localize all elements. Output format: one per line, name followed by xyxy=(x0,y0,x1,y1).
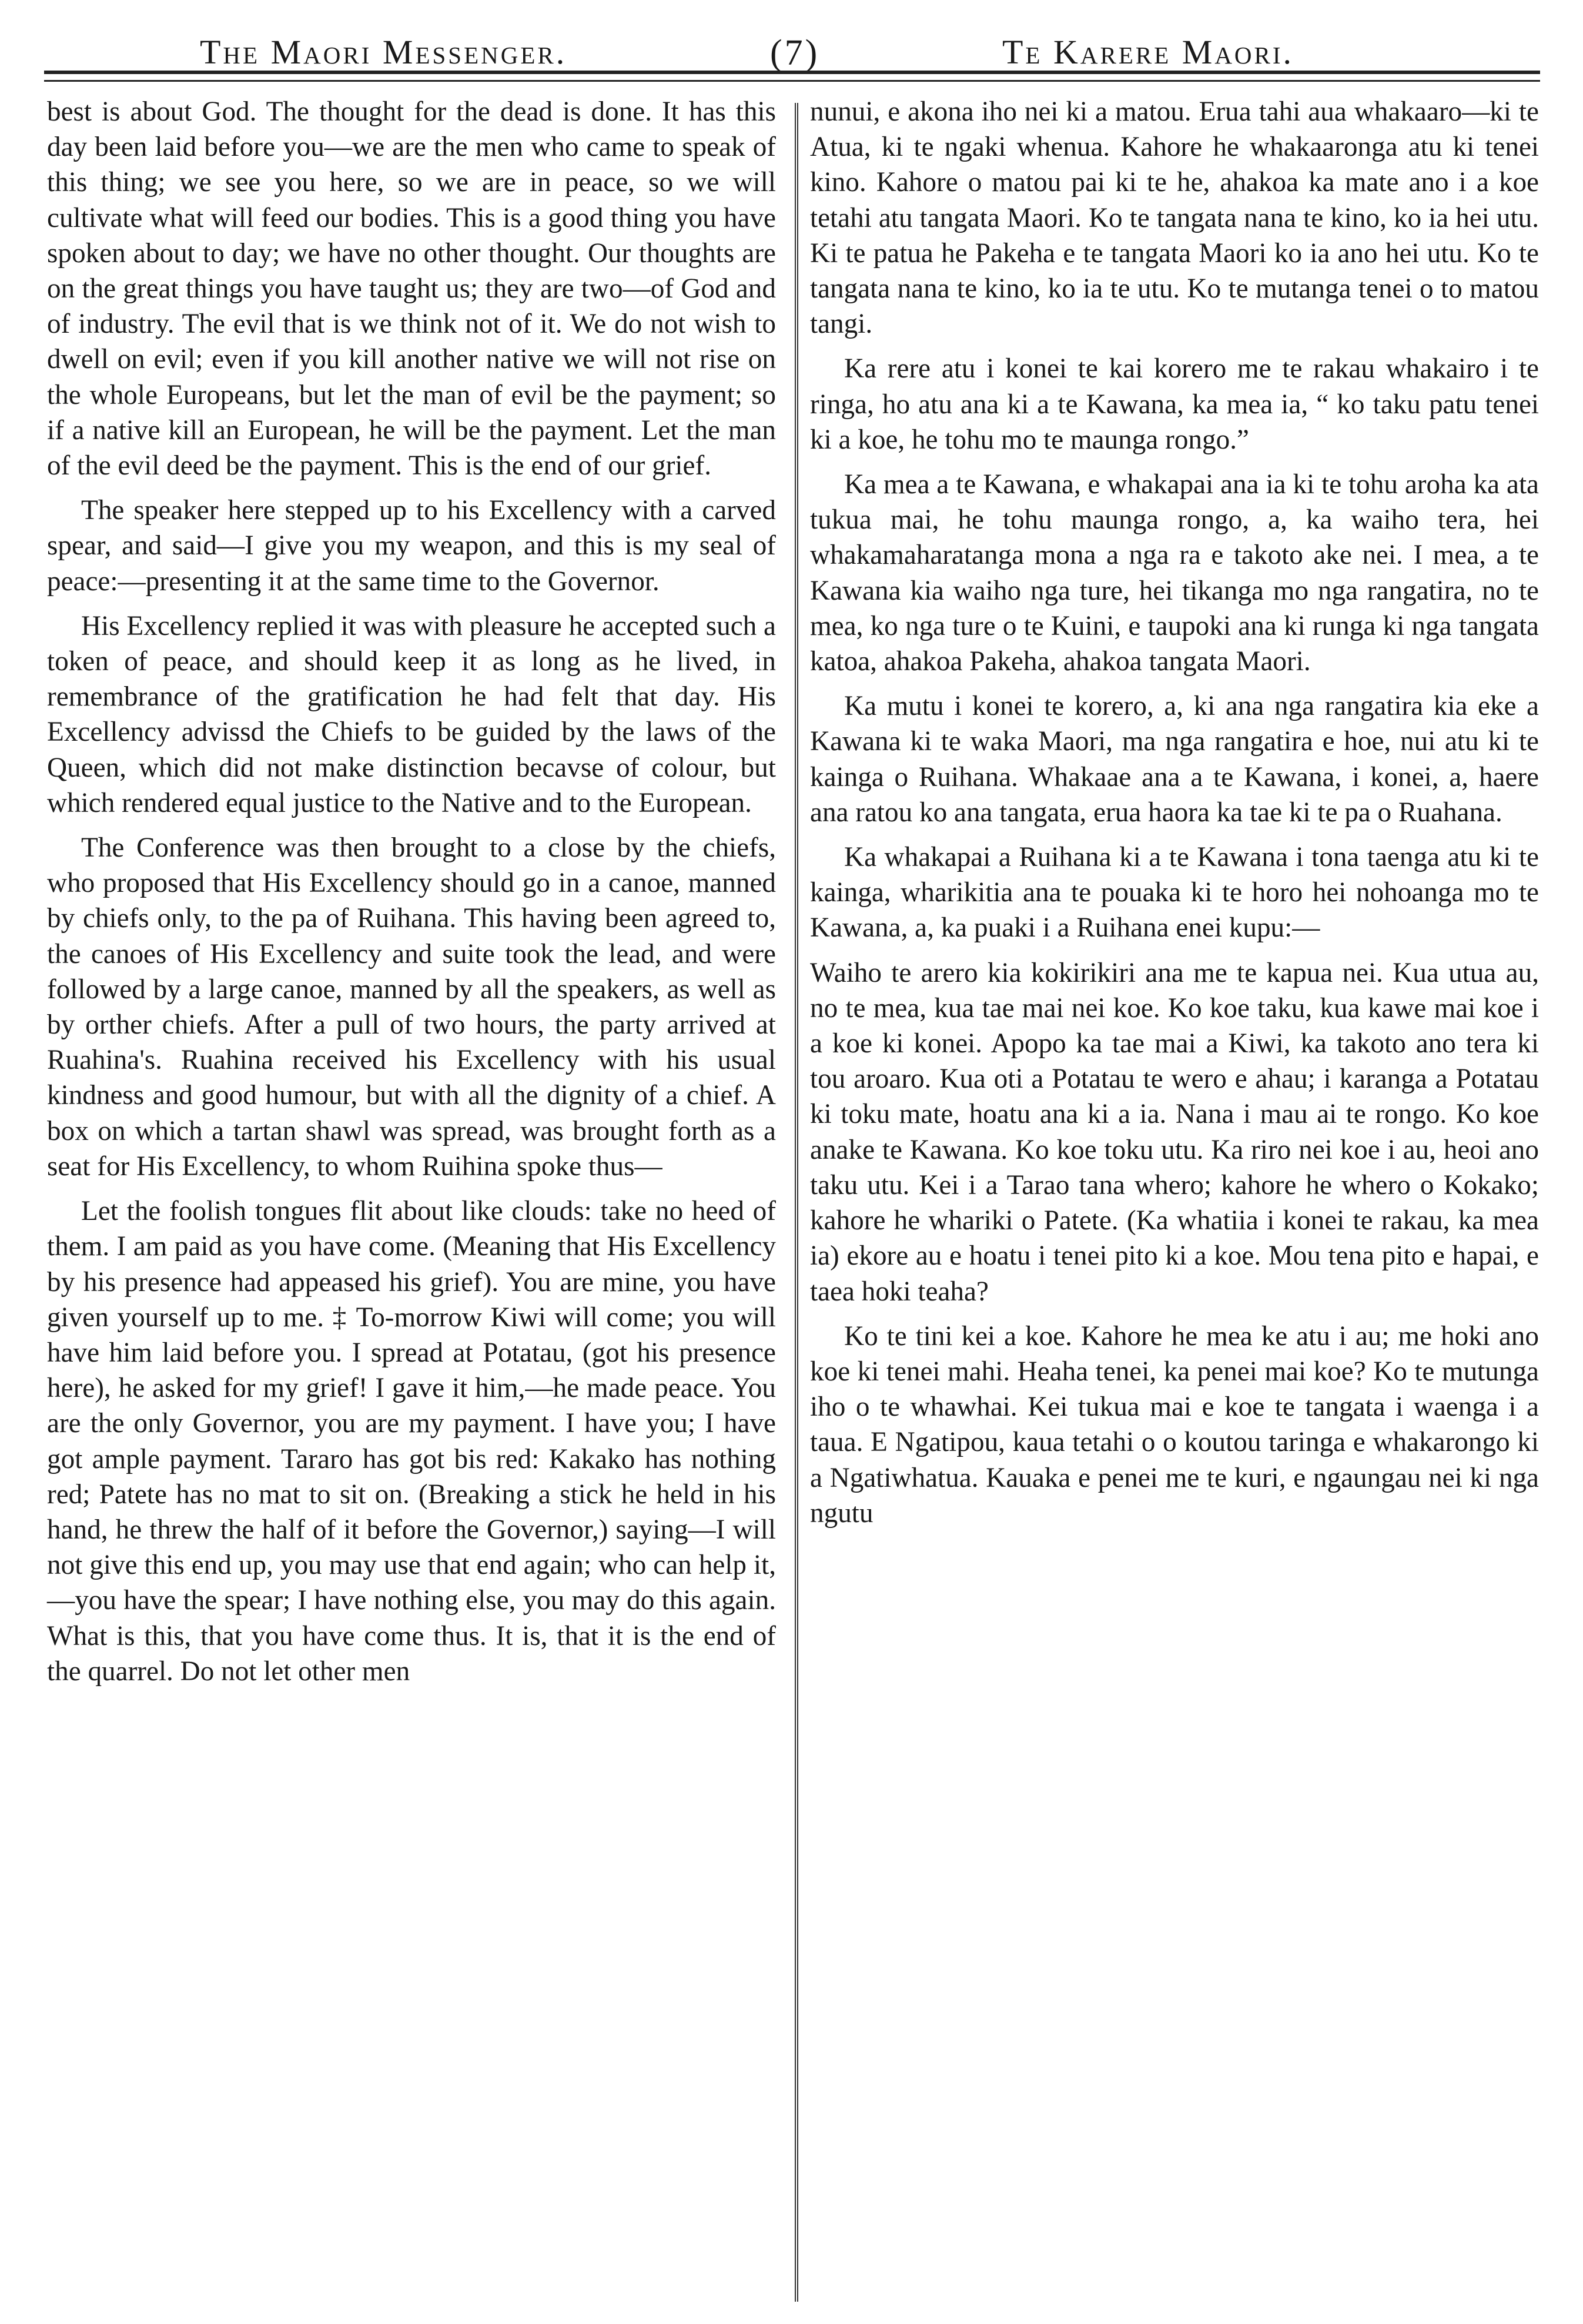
paragraph: The speaker here stepped up to his Excellency with a carved spear, and said—I give you my weapon, and this is my seal of peace:—presenting it at the same time to the Governor. xyxy=(47,495,776,597)
header-rule-thin xyxy=(44,80,1540,82)
page-header xyxy=(0,21,1583,85)
paragraph: Ka mea a te Kawana, e whakapai ana ia ki te tohu aroha ka ata tukua mai, he tohu maunga rongo, a, ka waiho tera, hei whakamaharatanga mona a nga ra e takoto ake nei. I mea, a te Kawana kia waiho nga ture, hei tikanga mo nga rangatira, no te mea, ko nga ture o te Kuini, e taupoki ana ki runga ki nga tangata katoa, ahakoa Pakeha, ahakoa tangata Maori. xyxy=(810,469,1539,677)
page-number: (7) xyxy=(770,33,820,73)
paragraph: Ka rere atu i konei te kai korero me te rakau whakairo i te ringa, ho atu ana ki a te Kawana, ka mea ia, “ ko taku patu tenei ki a koe, he tohu mo te maunga rongo.” xyxy=(810,353,1539,455)
english-column xyxy=(47,94,776,1689)
paragraph: Waiho te arero kia kokirikiri ana me te kapua nei. Kua utua au, no te mea, kua tae mai nei koe. Ko koe taku, kua kawe mai koe i a koe ki konei. Apopo ka tae mai a Kiwi, ka takoto ano tera ki tou aroaro. Kua oti a Potatau te wero e ahau; i karanga a Potatau ki toku mate, hoatu ana ki a ia. Nana i mau ai te rongo. Ko koe anake te Kawana. Ko koe toku utu. Ka riro nei koe i au, heoi ano taku utu. Kei i a Tarao tana whero; kahore he whero o Kokako; kahore he whariki o Patete. (Ka whatiia i konei te rakau, ka mea ia) ekore au e hoatu i tenei pito ki a koe. Mou tena pito e hapai, e taea hoki teaha? xyxy=(810,957,1539,1307)
header-title-english: The Maori Messenger. xyxy=(200,33,567,71)
paragraph: Ka whakapai a Ruihana ki a te Kawana i tona taenga atu ki te kainga, wharikitia ana te pouaka ki te horo hei nohoanga mo te Kawana, a, ka puaki i a Ruihana enei kupu:— xyxy=(810,842,1539,944)
paragraph: His Excellency replied it was with pleasure he accepted such a token of peace, and should keep it as long as he lived, in remembrance of the gratification he had felt that day. His Excellency advissd the Chiefs to be guided by the laws of the Queen, which did not make distinction becavse of colour, but which rendered equal justice to the Native and to the European. xyxy=(47,610,776,818)
paragraph: Ko te tini kei a koe. Kahore he mea ke atu i au; me hoki ano koe ki tenei mahi. Heaha tenei, ka penei mai koe? Ko te mutunga iho o te whawhai. Kei tukua mai e koe te tangata i waenga i a taua. E Ngatipou, kaua tetahi o o koutou taringa e whakarongo ki a Ngatiwhatua. Kauaka e penei me te kuri, e ngaungau nei ki nga ngutu xyxy=(810,1320,1539,1529)
paragraph: The Conference was then brought to a close by the chiefs, who proposed that His Excellency should go in a canoe, manned by chiefs only, to the pa of Ruihana. This having been agreed to, the canoes of His Excellency and suite took the lead, and were followed by a large canoe, manned by all the speakers, as well as by orther chiefs. After a pull of two hours, the party arrived at Ruahina's. Ruahina received his Excellency with his usual kindness and good humour, but with all the dignity of a chief. A box on which a tartan shawl was spread, was brought forth as a seat for His Excellency, to whom Ruihina spoke thus— xyxy=(47,832,776,1182)
paragraph: best is about God. The thought for the dead is done. It has this day been laid before you—we are the men who came to speak of this thing; we see you here, so we are in peace, so we will cultivate what will feed our bodies. This is a good thing you have spoken about to day; we have no other thought. Our thoughts are on the great things you have taught us; they are two—of God and of industry. The evil that is we think not of it. We do not wish to dwell on evil; even if you kill another native we will not rise on the whole Europeans, but let the man of evil be the payment; so if a native kill an European, he will be the payment. Let the man of the evil deed be the payment. This is the end of our grief. xyxy=(47,96,776,481)
maori-column xyxy=(810,94,1539,1531)
header-title-maori: Te Karere Maori. xyxy=(1002,33,1294,71)
paragraph: nunui, e akona iho nei ki a matou. Erua tahi aua whakaaro—ki te Atua, ki te ngaki whenua. Kahore he whakaaronga atu ki tenei kino. Kahore o matou pai ki te he, ahakoa ka mate ano i a koe tetahi atu tangata Maori. Ko te tangata nana te kino, ko ia hei utu. Ki te patua he Pakeha e te tangata Maori ko ia ano hei utu. Ko te tangata nana te kino, ko ia te utu. Ko te mutanga tenei o to matou tangi. xyxy=(810,96,1539,340)
paragraph: Ka mutu i konei te korero, a, ki ana nga rangatira kia eke a Kawana ki te waka Maori, ma nga rangatira e hoe, nui atu ki te kainga o Ruihana. Whakaae ana a te Kawana, i konei, a, haere ana ratou ko ana tangata, erua haora ka tae ki te pa o Ruahana. xyxy=(810,691,1539,828)
paragraph: Let the foolish tongues flit about like clouds: take no heed of them. I am paid as you have come. (Meaning that His Excellency by his presence had appeased his grief). You are mine, you have given yourself up to me. ‡ To-morrow Kiwi will come; you will have him laid before you. I spread at Potatau, (got his presence here), he asked for my grief! I gave it him,—he made peace. You are the only Governor, you are my payment. I have you; I have got ample payment. Tararo has got bis red: Kakako has nothing red; Patete has no mat to sit on. (Breaking a stick he held in his hand, he threw the half of it before the Governor,) saying—I will not give this end up, you may use that end again; who can help it,—you have the spear; I have nothing else, you may do this again. What is this, that you have come thus. It is, that it is the end of the quarrel. Do not let other men xyxy=(47,1196,776,1687)
header-rule-thick xyxy=(44,71,1540,74)
column-divider xyxy=(795,103,798,2302)
